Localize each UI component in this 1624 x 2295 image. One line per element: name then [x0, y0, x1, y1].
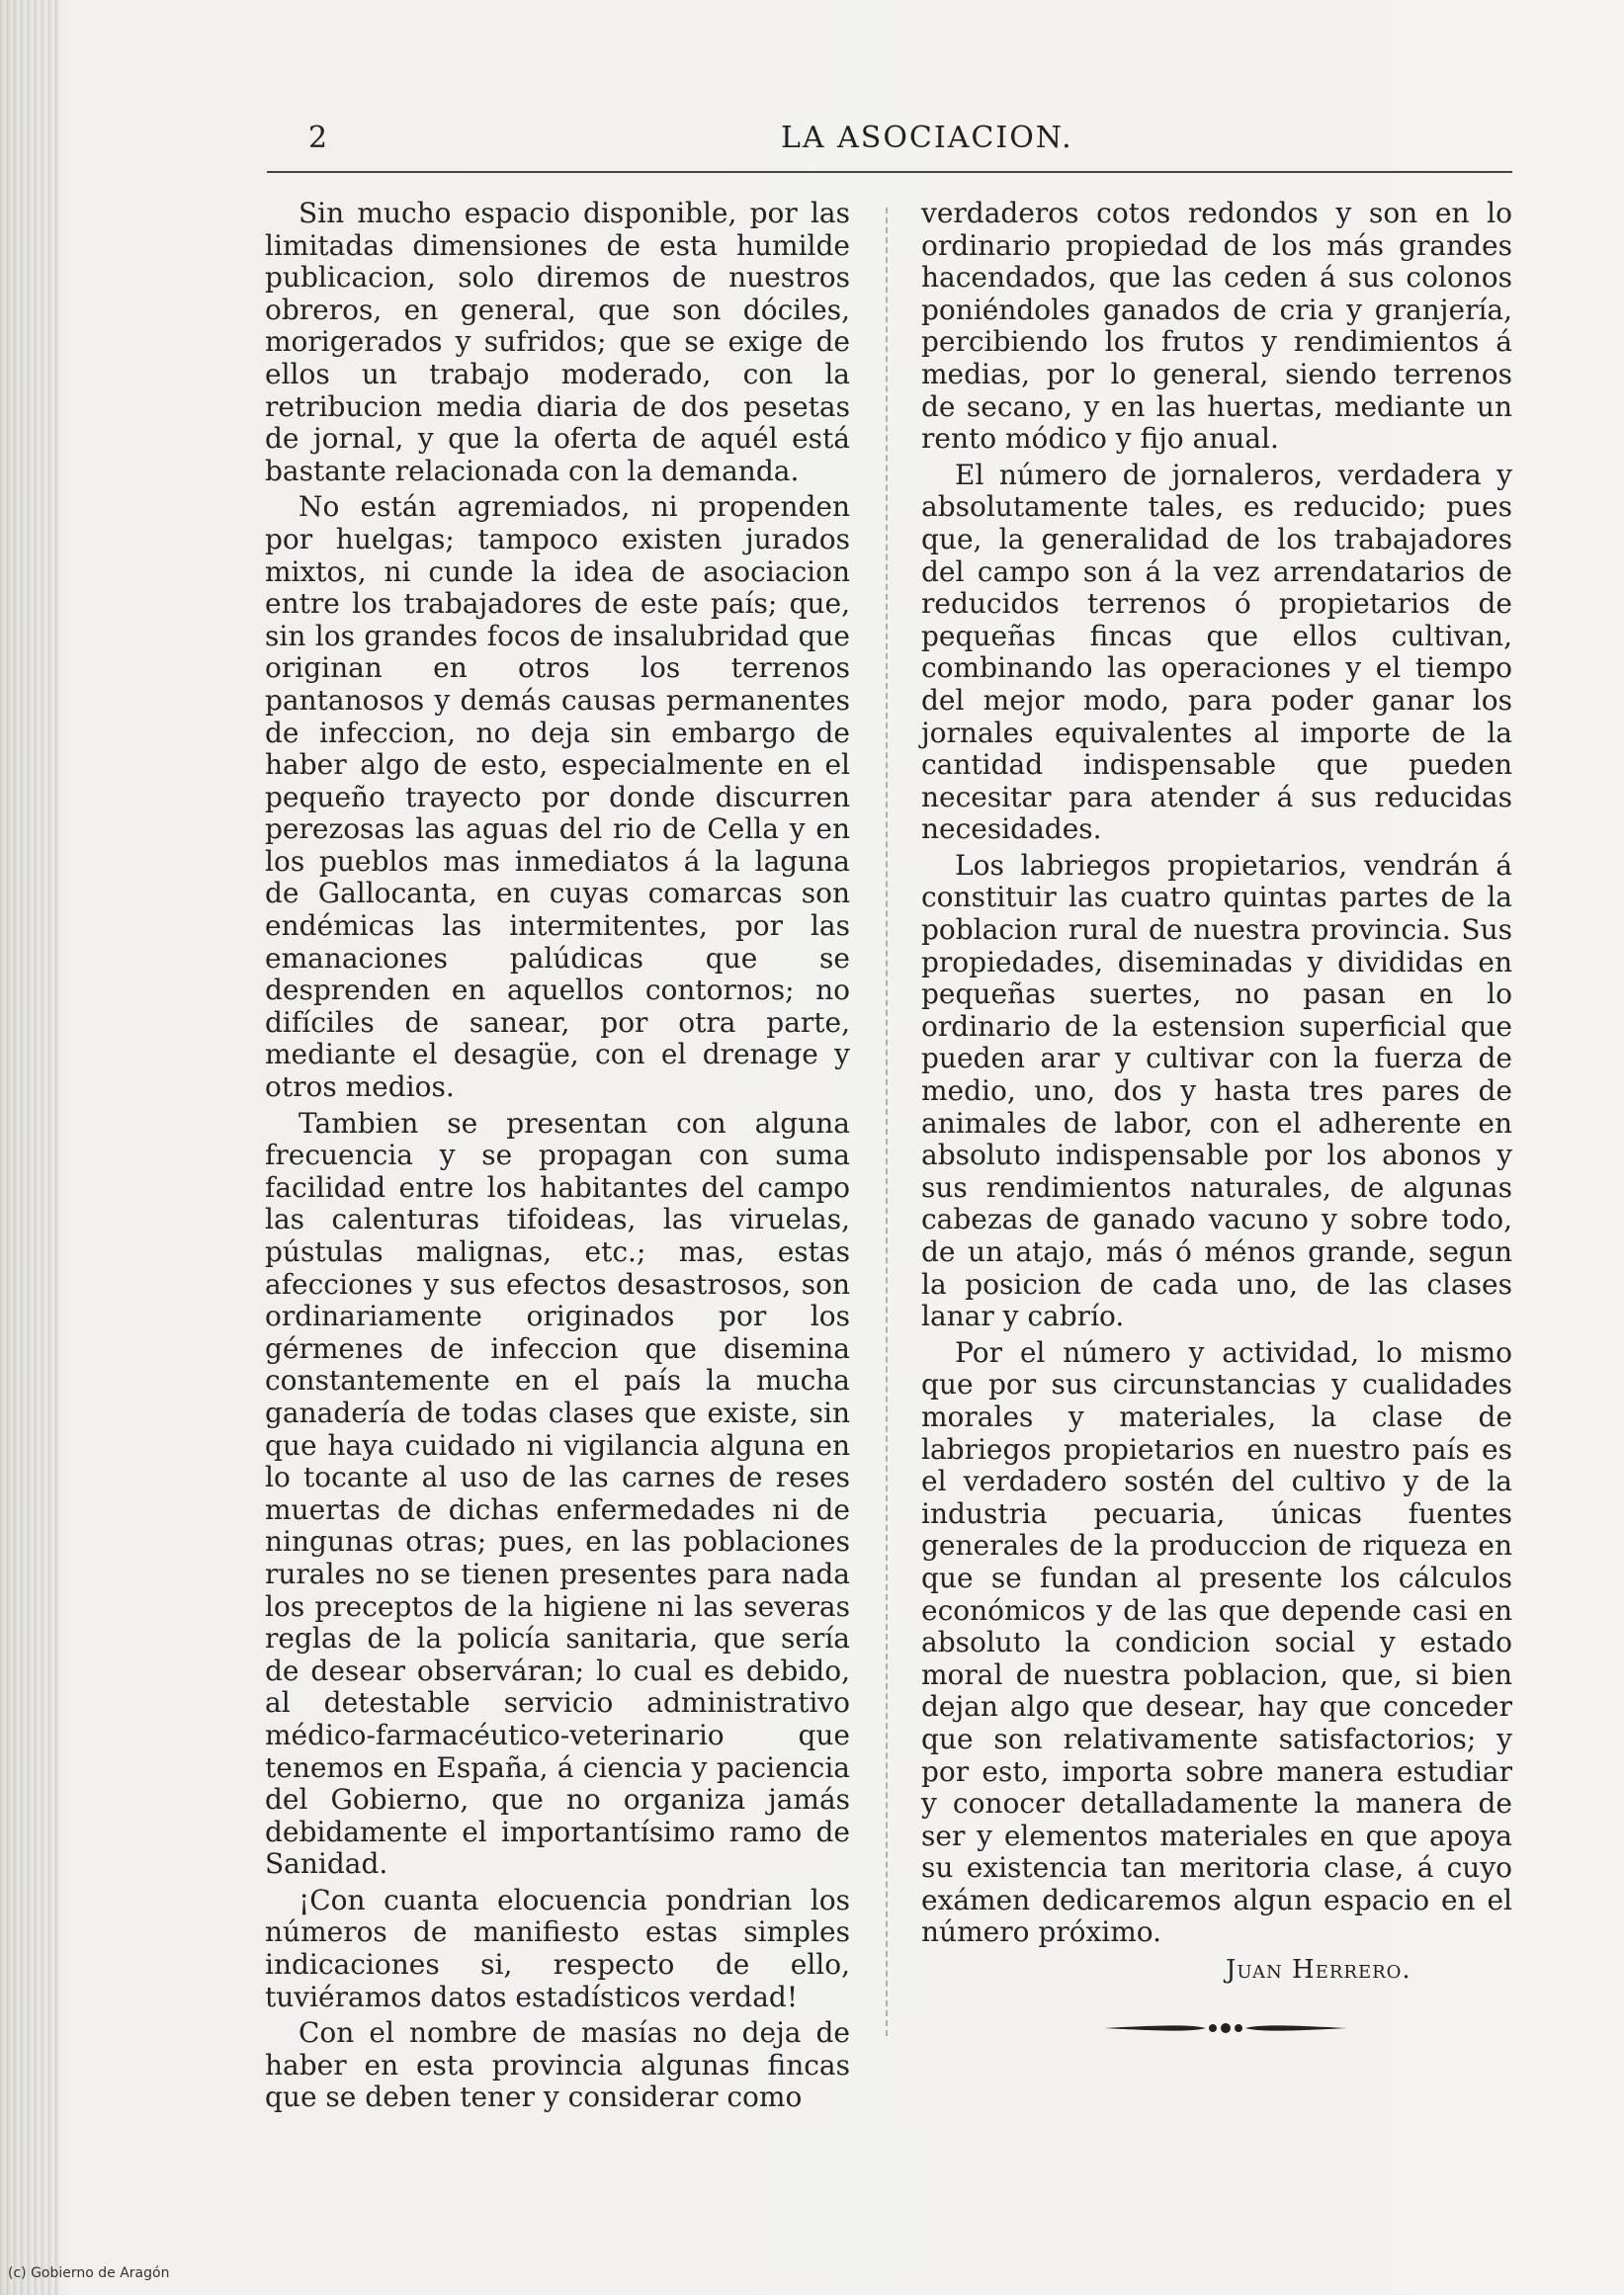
journal-title: LA ASOCIACION.	[781, 121, 1073, 155]
copyright-notice: (c) Gobierno de Aragón	[8, 2265, 170, 2281]
paragraph-continuation: verdaderos cotos redondos y son en lo ordinario propiedad de los más grandes hacendados, que las ceden á sus colonos poniéndoles ganados de cria y granjería, percibiendo los frutos y rendimientos á medias, por lo general, siendo terrenos de secano, y en las huertas, mediante un rento módico y fijo anual.	[921, 197, 1512, 456]
ornament-divider-icon	[1102, 2016, 1349, 2040]
header-rule	[267, 171, 1512, 173]
paragraph: No están agremiados, ni propenden por huelgas; tampoco existen jurados mixtos, ni cunde la idea de asociacion entre los trabajadores de este país; que, sin los grandes focos de insalubridad que originan en otros los terrenos pantanosos y demás causas permanentes de infeccion, no deja sin embargo de haber algo de esto, especialmente en el pequeño trayecto por donde discurren perezosas las aguas del rio de Cella y en los pueblos mas inmediatos á la laguna de Gallocanta, en cuyas comarcas son endémicas las intermitentes, por las emanaciones palúdicas que se desprenden en aquellos contornos; no difíciles de sanear, por otra parte, mediante el desagüe, con el drenage y otros medios.	[265, 490, 850, 1104]
page-number: 2	[308, 121, 328, 155]
author-signature: Juan Herrero.	[1226, 1955, 1411, 1985]
paragraph: ¡Con cuanta elocuencia pondrian los números de manifiesto estas simples indicaciones si, respecto de ello, tuviéramos datos estadísticos verdad!	[265, 1883, 850, 2013]
column-divider	[886, 208, 888, 2036]
left-column	[265, 198, 850, 2118]
paragraph: Con el nombre de masías no deja de haber en esta provincia algunas fincas que se deben tener y considerar como	[265, 2016, 850, 2114]
right-column	[921, 198, 1512, 1953]
page-header	[287, 121, 1512, 170]
paragraph: Sin mucho espacio disponible, por las limitadas dimensiones de esta humilde publicacion, solo diremos de nuestros obreros, en general, que son dóciles, morigerados y sufridos; que se exige de ellos un trabajo moderado, con la retribucion media diaria de dos pesetas de jornal, y que la oferta de aquél está bastante relacionada con la demanda.	[265, 197, 850, 487]
paragraph: El número de jornaleros, verdadera y absolutamente tales, es reducido; pues que, la generalidad de los trabajadores del campo son á la vez arrendatarios de reducidos terrenos ó propietarios de pequeñas fincas que ellos cultivan, combinando las operaciones y el tiempo del mejor modo, para poder ganar los jornales equivalentes al importe de la cantidad indispensable que pueden necesitar para atender á sus reducidas necesidades.	[921, 458, 1512, 846]
paragraph: Los labriegos propietarios, vendrán á constituir las cuatro quintas partes de la poblacion rural de nuestra provincia. Sus propiedades, diseminadas y divididas en pequeñas suertes, no pasan en lo ordinario de la estension superficial que pueden arar y cultivar con la fuerza de medio, uno, dos y hasta tres pares de animales de labor, con el adherente en absoluto indispensable por los abonos y sus rendimientos naturales, de algunas cabezas de ganado vacuno y sobre todo, de un atajo, más ó ménos grande, segun la posicion de cada uno, de las clases lanar y cabrío.	[921, 848, 1512, 1333]
paragraph: Tambien se presentan con alguna frecuencia y se propagan con suma facilidad entre los habitantes del campo las calenturas tifoideas, las viruelas, pústulas malignas, etc.; mas, estas afecciones y sus efectos desastrosos, son ordinariamente originados por los gérmenes de infeccion que disemina constantemente en el país la mucha ganadería de todas clases que existe, sin que haya cuidado ni vigilancia alguna en lo tocante al uso de las carnes de reses muertas de dichas enfermedades ni de ningunas otras; pues, en las poblaciones rurales no se tienen presentes para nada los preceptos de la higiene ni las severas reglas de la policía sanitaria, que sería de desear observáran; lo cual es debido, al detestable servicio administrativo médico-farmacéutico-veterinario que tenemos en España, á ciencia y paciencia del Gobierno, que no organiza jamás debidamente el importantísimo ramo de Sanidad.	[265, 1106, 850, 1881]
paragraph: Por el número y actividad, lo mismo que por sus circunstancias y cualidades morales y materiales, la clase de labriegos propietarios en nuestro país es el verdadero sostén del cultivo y de la industria pecuaria, únicas fuentes generales de la produccion de riqueza en que se fundan al presente los cálculos económicos y de las que depende casi en absoluto la condicion social y estado moral de nuestra poblacion, que, si bien dejan algo que desear, hay que conceder que son relativamente satisfactorios; y por esto, importa sobre manera estudiar y conocer detalladamente la manera de ser y elementos materiales en que apoya su existencia tan meritoria clase, á cuyo exámen dedicaremos algun espacio en el número próximo.	[921, 1335, 1512, 1949]
page-edge	[0, 0, 59, 2295]
